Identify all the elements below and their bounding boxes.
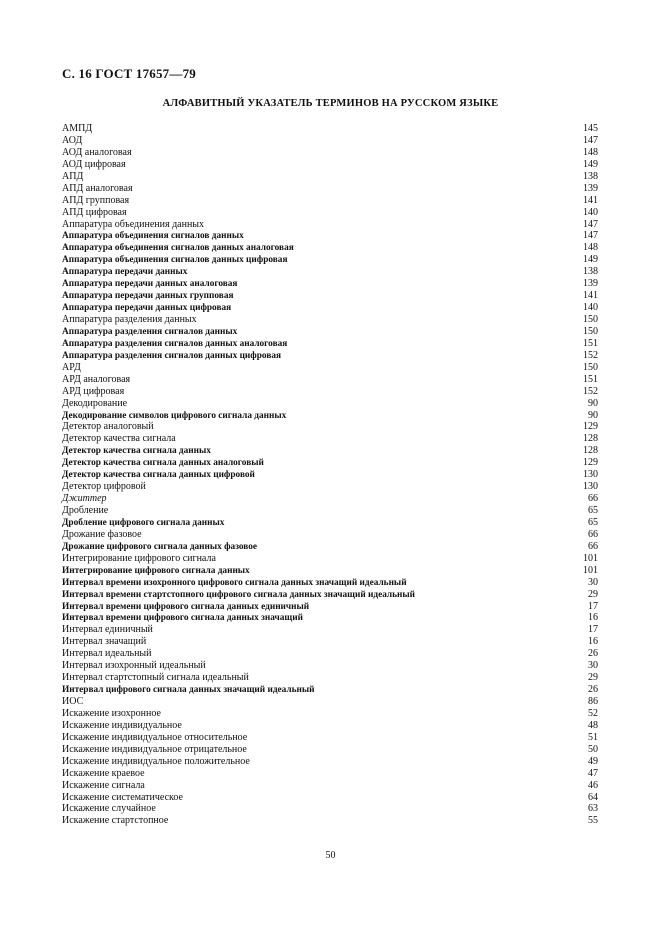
- index-entry: [62, 314, 598, 326]
- index-entry: [62, 207, 598, 219]
- index-entry: [62, 553, 598, 565]
- index-page-ref: 141: [583, 194, 598, 206]
- index-entry: [62, 171, 598, 183]
- index-page-ref: 47: [588, 767, 598, 779]
- index-page-ref: 17: [588, 624, 598, 636]
- index-entry: [62, 660, 598, 672]
- index-term: Аппаратура передачи данных цифровая: [62, 303, 232, 314]
- index-page-ref: 150: [583, 325, 598, 337]
- index-entry: [62, 589, 598, 601]
- index-entry: [62, 266, 598, 278]
- index-entry: [62, 684, 598, 696]
- index-term: Дробление: [62, 505, 109, 516]
- index-page-ref: 26: [588, 648, 598, 660]
- index-term: АПД: [62, 170, 84, 182]
- index-entry: [62, 457, 598, 469]
- index-term: Детектор аналоговый: [62, 421, 154, 433]
- index-page-ref: 66: [588, 540, 598, 552]
- index-entry: [62, 278, 598, 290]
- index-term: АРД аналоговая: [62, 373, 131, 385]
- index-page-ref: 63: [588, 803, 598, 815]
- index-page-ref: 147: [583, 218, 598, 230]
- index-term: Искажение случайное: [62, 803, 156, 815]
- index-page-ref: 49: [588, 755, 598, 767]
- index-term: Аппаратура передачи данных: [62, 267, 188, 278]
- index-page-ref: 141: [583, 290, 598, 302]
- index-term: АПД аналоговая: [62, 182, 133, 194]
- index-entry: [62, 708, 598, 720]
- index-entry: [62, 290, 598, 302]
- index-term: ИОС: [62, 696, 84, 707]
- index-term: Декодирование символов цифрового сигнала данных: [62, 410, 287, 421]
- index-page-ref: 30: [588, 576, 598, 588]
- index-page-ref: 148: [583, 146, 598, 158]
- index-entry: [62, 565, 598, 577]
- index-page-ref: 128: [583, 433, 598, 445]
- index-term: АОД: [62, 134, 83, 146]
- index-term: Искажение индивидуальное: [62, 719, 182, 731]
- index-term: Декодирование: [62, 397, 128, 409]
- page-number: 50: [325, 850, 336, 861]
- index-page-ref: 51: [588, 731, 598, 743]
- index-page-ref: 16: [588, 636, 598, 648]
- index-entry: [62, 792, 598, 804]
- index-page-ref: 29: [588, 588, 598, 600]
- index-page-ref: 130: [583, 469, 598, 481]
- index-term: Аппаратура разделения сигналов данных: [62, 326, 238, 337]
- index-term: Аппаратура разделения данных: [62, 314, 197, 325]
- index-page-ref: 55: [588, 815, 598, 827]
- index-term: АПД цифровая: [62, 206, 127, 218]
- index-entry: [62, 815, 598, 827]
- index-page-ref: 16: [588, 612, 598, 624]
- index-entry: [62, 648, 598, 660]
- page-header: С. 16 ГОСТ 17657—79: [62, 66, 196, 81]
- index-term: Аппаратура объединения сигналов данных: [62, 231, 244, 242]
- index-page-ref: 129: [583, 421, 598, 433]
- index-page-ref: 128: [583, 445, 598, 457]
- index-page-ref: 148: [583, 242, 598, 254]
- index-entry: [62, 410, 598, 422]
- index-entry: [62, 529, 598, 541]
- index-page-ref: 90: [588, 409, 598, 421]
- index-entry: [62, 732, 598, 744]
- index-term: Искажение индивидуальное отрицательное: [62, 743, 247, 755]
- index-page-ref: 140: [583, 302, 598, 314]
- index-term: Искажение индивидуальное относительное: [62, 731, 248, 743]
- index-entry: [62, 624, 598, 636]
- index-page-ref: 147: [583, 230, 598, 242]
- index-page-ref: 130: [583, 481, 598, 493]
- index-entry: [62, 338, 598, 350]
- index-title: АЛФАВИТНЫЙ УКАЗАТЕЛЬ ТЕРМИНОВ НА РУССКОМ ЯЗЫКЕ: [162, 98, 499, 109]
- index-page-ref: 149: [583, 158, 598, 170]
- index-entry: [62, 577, 598, 589]
- index-page-ref: 147: [583, 134, 598, 146]
- index-page-ref: 101: [583, 552, 598, 564]
- index-term: Детектор качества сигнала данных: [62, 446, 211, 457]
- index-list: [62, 123, 598, 827]
- index-entry: [62, 302, 598, 314]
- index-term: АМПД: [62, 123, 93, 134]
- index-entry: [62, 433, 598, 445]
- index-entry: [62, 398, 598, 410]
- index-page-ref: 86: [588, 696, 598, 707]
- index-term: Детектор качества сигнала: [62, 433, 176, 445]
- index-entry: [62, 362, 598, 374]
- index-page-ref: 50: [588, 743, 598, 755]
- index-entry: [62, 219, 598, 231]
- index-entry: [62, 326, 598, 338]
- index-term: АОД цифровая: [62, 158, 126, 170]
- index-term: Искажение сигнала: [62, 779, 145, 791]
- index-entry: [62, 696, 598, 708]
- index-entry: [62, 672, 598, 684]
- index-entry: [62, 744, 598, 756]
- index-entry: [62, 350, 598, 362]
- index-entry: [62, 147, 598, 159]
- index-page-ref: 48: [588, 719, 598, 731]
- index-entry: [62, 636, 598, 648]
- index-page-ref: 66: [588, 493, 598, 505]
- index-term: Аппаратура объединения данных: [62, 218, 205, 230]
- index-term: Искажение краевое: [62, 767, 145, 779]
- index-page-ref: 151: [583, 337, 598, 349]
- index-entry: [62, 445, 598, 457]
- index-entry: [62, 195, 598, 207]
- index-entry: [62, 469, 598, 481]
- index-page-ref: 101: [583, 564, 598, 576]
- index-term: Интервал времени цифрового сигнала данных единичный: [62, 601, 310, 612]
- index-term: Интегрирование цифрового сигнала: [62, 552, 216, 564]
- index-term: Интервал времени стартстопного цифрового сигнала данных значащий идеальный: [62, 589, 416, 600]
- index-term: АРД цифровая: [62, 385, 125, 397]
- index-term: Аппаратура передачи данных аналоговая: [62, 279, 238, 290]
- index-term: Интервал значащий: [62, 636, 147, 648]
- index-entry: [62, 768, 598, 780]
- index-term: Искажение систематическое: [62, 791, 183, 803]
- index-page-ref: 26: [588, 684, 598, 696]
- index-page-ref: 149: [583, 254, 598, 266]
- index-entry: [62, 374, 598, 386]
- index-page-ref: 152: [583, 385, 598, 397]
- index-entry: [62, 601, 598, 613]
- index-page-ref: 150: [583, 361, 598, 373]
- index-term: Искажение стартстопное: [62, 815, 169, 827]
- index-page-ref: 138: [583, 266, 598, 278]
- index-term: Джиттер: [62, 493, 107, 505]
- index-entry: [62, 612, 598, 624]
- index-term: Интервал единичный: [62, 624, 153, 636]
- index-term: Интервал изохронный идеальный: [62, 660, 206, 672]
- index-page-ref: 152: [583, 349, 598, 361]
- index-term: АОД аналоговая: [62, 146, 132, 158]
- index-entry: [62, 386, 598, 398]
- index-page-ref: 46: [588, 779, 598, 791]
- index-term: Аппаратура объединения сигналов данных аналоговая: [62, 243, 294, 254]
- index-entry: [62, 135, 598, 147]
- index-term: Детектор качества сигнала данных аналоговый: [62, 458, 264, 469]
- index-term: АРД: [62, 361, 81, 373]
- index-entry: [62, 720, 598, 732]
- index-term: Аппаратура объединения сигналов данных цифровая: [62, 255, 288, 266]
- index-page-ref: 145: [583, 123, 598, 134]
- index-page-ref: 90: [588, 397, 598, 409]
- index-page-ref: 150: [583, 314, 598, 325]
- index-page-ref: 65: [588, 516, 598, 528]
- index-page-ref: 139: [583, 182, 598, 194]
- index-entry: [62, 254, 598, 266]
- index-term: Интервал цифрового сигнала данных значащий идеальный: [62, 685, 315, 696]
- index-term: Аппаратура передачи данных групповая: [62, 291, 234, 302]
- index-term: Аппаратура разделения сигналов данных аналоговая: [62, 338, 288, 349]
- index-page-ref: 30: [588, 660, 598, 672]
- index-term: Интервал стартстопный сигнала идеальный: [62, 672, 249, 684]
- index-term: Детектор качества сигнала данных цифровой: [62, 470, 255, 481]
- index-entry: [62, 803, 598, 815]
- index-entry: [62, 505, 598, 517]
- index-term: Интервал времени цифрового сигнала данных значащий: [62, 613, 303, 624]
- index-term: АПД групповая: [62, 194, 130, 206]
- index-term: Интегрирование цифрового сигнала данных: [62, 565, 250, 576]
- index-term: Дрожание фазовое: [62, 528, 142, 540]
- index-page-ref: 64: [588, 791, 598, 803]
- index-page-ref: 29: [588, 672, 598, 684]
- index-entry: [62, 481, 598, 493]
- index-term: Аппаратура разделения сигналов данных цифровая: [62, 350, 282, 361]
- index-page-ref: 17: [588, 600, 598, 612]
- index-entry: [62, 756, 598, 768]
- index-entry: [62, 780, 598, 792]
- index-term: Дрожание цифрового сигнала данных фазовое: [62, 541, 258, 552]
- index-page-ref: 139: [583, 278, 598, 290]
- index-entry: [62, 421, 598, 433]
- index-entry: [62, 159, 598, 171]
- index-page-ref: 66: [588, 528, 598, 540]
- index-page-ref: 138: [583, 170, 598, 182]
- index-entry: [62, 123, 598, 135]
- index-entry: [62, 230, 598, 242]
- index-term: Интервал времени изохронного цифрового сигнала данных значащий идеальный: [62, 577, 407, 588]
- index-term: Искажение изохронное: [62, 707, 161, 719]
- index-page-ref: 129: [583, 457, 598, 469]
- index-page-ref: 65: [588, 505, 598, 516]
- index-entry: [62, 242, 598, 254]
- index-entry: [62, 541, 598, 553]
- index-term: Дробление цифрового сигнала данных: [62, 517, 225, 528]
- index-page-ref: 151: [583, 373, 598, 385]
- index-term: Детектор цифровой: [62, 481, 146, 493]
- index-page-ref: 52: [588, 707, 598, 719]
- index-entry: [62, 493, 598, 505]
- index-page-ref: 140: [583, 206, 598, 218]
- index-entry: [62, 517, 598, 529]
- index-term: Искажение индивидуальное положительное: [62, 755, 250, 767]
- index-entry: [62, 183, 598, 195]
- index-term: Интервал идеальный: [62, 648, 152, 660]
